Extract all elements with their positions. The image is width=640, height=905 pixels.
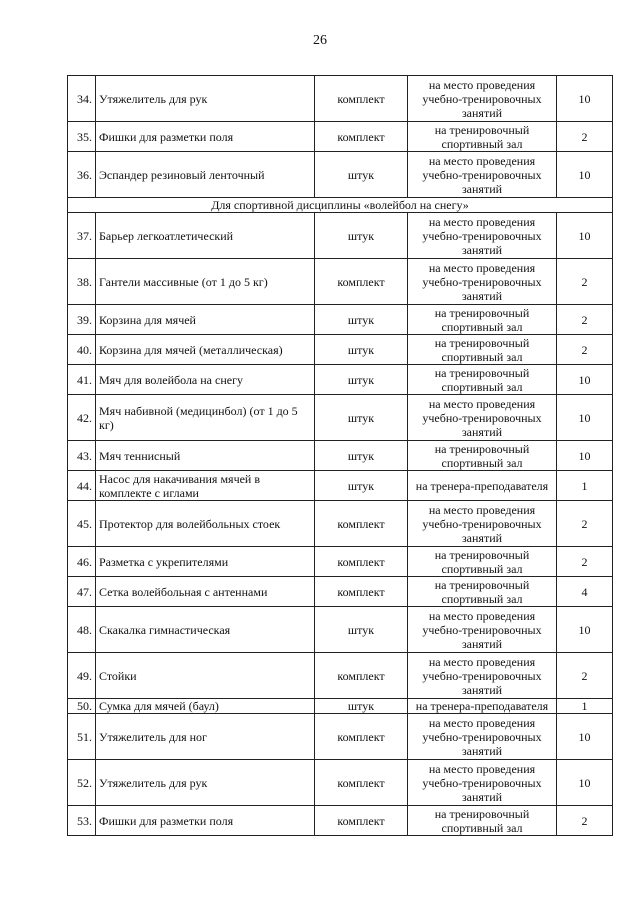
assignment-place: на место проведения учебно-тренировочных занятий [408, 213, 557, 259]
table-row [68, 259, 613, 305]
assignment-place: на тренировочный спортивный зал [408, 122, 557, 152]
section-title: Для спортивной дисциплины «волейбол на снегу» [68, 198, 613, 213]
assignment-place: на место проведения учебно-тренировочных занятий [408, 152, 557, 198]
item-name: Мяч для волейбола на снегу [96, 365, 315, 395]
assignment-place: на место проведения учебно-тренировочных занятий [408, 259, 557, 305]
unit-of-measure: комплект [315, 501, 408, 547]
quantity: 2 [557, 335, 613, 365]
assignment-place: на место проведения учебно-тренировочных занятий [408, 653, 557, 699]
quantity: 2 [557, 547, 613, 577]
table-row [68, 213, 613, 259]
row-number: 51. [68, 714, 96, 760]
table-row [68, 441, 613, 471]
unit-of-measure: комплект [315, 653, 408, 699]
item-name: Сумка для мячей (баул) [96, 699, 315, 714]
table-row [68, 699, 613, 714]
item-name: Корзина для мячей [96, 305, 315, 335]
unit-of-measure: комплект [315, 714, 408, 760]
assignment-place: на место проведения учебно-тренировочных занятий [408, 395, 557, 441]
quantity: 4 [557, 577, 613, 607]
assignment-place: на тренировочный спортивный зал [408, 335, 557, 365]
assignment-place: на тренера-преподавателя [408, 471, 557, 501]
unit-of-measure: штук [315, 471, 408, 501]
table-row [68, 760, 613, 806]
row-number: 50. [68, 699, 96, 714]
table-row [68, 122, 613, 152]
assignment-place: на тренировочный спортивный зал [408, 547, 557, 577]
item-name: Гантели массивные (от 1 до 5 кг) [96, 259, 315, 305]
row-number: 36. [68, 152, 96, 198]
quantity: 2 [557, 259, 613, 305]
table-row [68, 714, 613, 760]
row-number: 46. [68, 547, 96, 577]
item-name: Мяч теннисный [96, 441, 315, 471]
assignment-place: на тренировочный спортивный зал [408, 806, 557, 836]
unit-of-measure: комплект [315, 806, 408, 836]
quantity: 10 [557, 365, 613, 395]
table-body-after [68, 213, 613, 836]
quantity: 10 [557, 213, 613, 259]
quantity: 2 [557, 501, 613, 547]
item-name: Корзина для мячей (металлическая) [96, 335, 315, 365]
table-row [68, 335, 613, 365]
item-name: Эспандер резиновый ленточный [96, 152, 315, 198]
quantity: 1 [557, 699, 613, 714]
quantity: 2 [557, 806, 613, 836]
unit-of-measure: комплект [315, 760, 408, 806]
table-row [68, 152, 613, 198]
row-number: 47. [68, 577, 96, 607]
row-number: 45. [68, 501, 96, 547]
unit-of-measure: штук [315, 365, 408, 395]
row-number: 52. [68, 760, 96, 806]
assignment-place: на тренировочный спортивный зал [408, 365, 557, 395]
assignment-place: на место проведения учебно-тренировочных занятий [408, 714, 557, 760]
table-row [68, 471, 613, 501]
assignment-place: на тренировочный спортивный зал [408, 305, 557, 335]
item-name: Фишки для разметки поля [96, 122, 315, 152]
row-number: 37. [68, 213, 96, 259]
item-name: Утяжелитель для рук [96, 760, 315, 806]
item-name: Барьер легкоатлетический [96, 213, 315, 259]
row-number: 43. [68, 441, 96, 471]
page-number: 26 [313, 33, 327, 48]
assignment-place: на тренировочный спортивный зал [408, 441, 557, 471]
table-row [68, 365, 613, 395]
item-name: Насос для накачивания мячей в комплекте с иглами [96, 471, 315, 501]
row-number: 49. [68, 653, 96, 699]
table-row [68, 653, 613, 699]
row-number: 39. [68, 305, 96, 335]
unit-of-measure: комплект [315, 76, 408, 122]
row-number: 42. [68, 395, 96, 441]
table-row [68, 76, 613, 122]
equipment-table [67, 75, 613, 836]
unit-of-measure: комплект [315, 259, 408, 305]
table-row [68, 501, 613, 547]
quantity: 10 [557, 441, 613, 471]
row-number: 44. [68, 471, 96, 501]
quantity: 2 [557, 122, 613, 152]
row-number: 40. [68, 335, 96, 365]
table-row [68, 577, 613, 607]
item-name: Скакалка гимнастическая [96, 607, 315, 653]
row-number: 38. [68, 259, 96, 305]
assignment-place: на тренировочный спортивный зал [408, 577, 557, 607]
quantity: 2 [557, 653, 613, 699]
table-row [68, 305, 613, 335]
item-name: Разметка с укрепителями [96, 547, 315, 577]
row-number: 34. [68, 76, 96, 122]
row-number: 41. [68, 365, 96, 395]
section-header-row [68, 198, 613, 213]
unit-of-measure: комплект [315, 547, 408, 577]
quantity: 10 [557, 76, 613, 122]
quantity: 1 [557, 471, 613, 501]
section-header-body [68, 198, 613, 213]
quantity: 10 [557, 152, 613, 198]
item-name: Утяжелитель для ног [96, 714, 315, 760]
item-name: Мяч набивной (медицинбол) (от 1 до 5 кг) [96, 395, 315, 441]
assignment-place: на место проведения учебно-тренировочных занятий [408, 760, 557, 806]
row-number: 35. [68, 122, 96, 152]
assignment-place: на тренера-преподавателя [408, 699, 557, 714]
table-body-before [68, 76, 613, 198]
item-name: Утяжелитель для рук [96, 76, 315, 122]
item-name: Протектор для волейбольных стоек [96, 501, 315, 547]
unit-of-measure: штук [315, 152, 408, 198]
assignment-place: на место проведения учебно-тренировочных занятий [408, 607, 557, 653]
table-row [68, 607, 613, 653]
unit-of-measure: штук [315, 213, 408, 259]
item-name: Фишки для разметки поля [96, 806, 315, 836]
table-row [68, 806, 613, 836]
row-number: 48. [68, 607, 96, 653]
assignment-place: на место проведения учебно-тренировочных занятий [408, 76, 557, 122]
table-row [68, 395, 613, 441]
unit-of-measure: комплект [315, 577, 408, 607]
row-number: 53. [68, 806, 96, 836]
unit-of-measure: штук [315, 441, 408, 471]
quantity: 10 [557, 395, 613, 441]
item-name: Стойки [96, 653, 315, 699]
unit-of-measure: комплект [315, 122, 408, 152]
quantity: 10 [557, 760, 613, 806]
quantity: 2 [557, 305, 613, 335]
unit-of-measure: штук [315, 395, 408, 441]
quantity: 10 [557, 714, 613, 760]
assignment-place: на место проведения учебно-тренировочных занятий [408, 501, 557, 547]
table-row [68, 547, 613, 577]
unit-of-measure: штук [315, 305, 408, 335]
unit-of-measure: штук [315, 335, 408, 365]
unit-of-measure: штук [315, 699, 408, 714]
unit-of-measure: штук [315, 607, 408, 653]
quantity: 10 [557, 607, 613, 653]
item-name: Сетка волейбольная с антеннами [96, 577, 315, 607]
